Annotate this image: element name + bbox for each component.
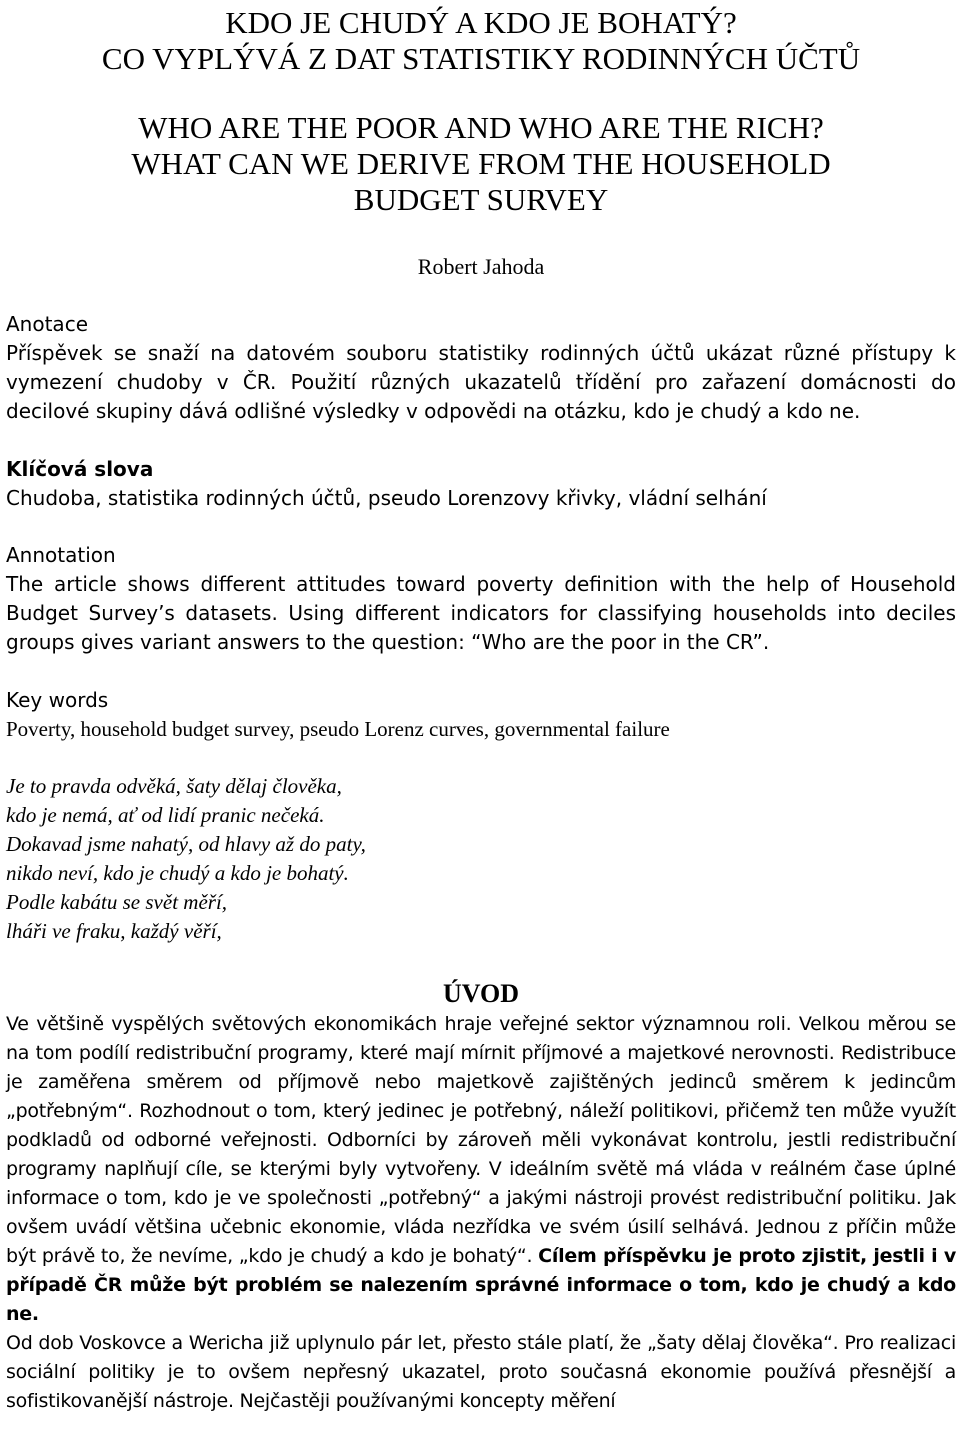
title-czech-line-2: CO VYPLÝVÁ Z DAT STATISTIKY RODINNÝCH ÚČTŮ bbox=[101, 41, 861, 76]
annotation-text: The article shows different attitudes toward poverty definition with the help of Household Budget Survey’s datasets. Using different indicators for classifying households into deciles groups gives variant answers to the question: “Who are the poor in the CR”. bbox=[6, 572, 956, 654]
uvod-paragraph-1-text: Ve většině vyspělých světových ekonomikách hraje veřejné sektor významnou roli. Velkou měrou se na tom podílí redistribuční programy, které mají mírnit příjmové a majetkové nerovnosti. Redistribuce je zaměřena směrem od příjmově nebo majetkově zajištěných jedinců směrem k jedincům „potřebným“. Rozhodnout o tom, který jedinec je potřebný, náleží politikovi, přičemž ten může využít podkladů od odborné veřejnosti. Odborníci by zároveň měli vykonávat kontrolu, jestli redistribuční programy naplňují cíle, se kterými byly vytvořeny. V ideálním světě má vláda v reálném čase úplné informace o tom, kdo je ve společnosti „potřebný“ a jakými nástroji provést redistribuční politiku. Jak ovšem uvádí většina učebnic ekonomie, vláda nezřídka ve svém úsilí selhává. Jednou z příčin může být právě to, že nevíme, „kdo je chudý a kdo je bohatý“. bbox=[6, 1013, 956, 1267]
author-name: Robert Jahoda bbox=[417, 254, 545, 279]
key-words-text: Poverty, household budget survey, pseudo Lorenz curves, governmental failure bbox=[6, 717, 670, 741]
klicova-slova-section bbox=[6, 455, 956, 513]
annotation-heading: Annotation bbox=[6, 543, 116, 567]
uvod-paragraph-1-goal: Cílem příspěvku je proto zjistit, jestli i v případě ČR může být problém se nalezením správné informace o tom, kdo je chudý a kdo ne. bbox=[6, 1245, 956, 1325]
title-english-line-3: BUDGET SURVEY bbox=[353, 182, 609, 217]
title-czech-line-1: KDO JE CHUDÝ A KDO JE BOHATÝ? bbox=[225, 5, 737, 40]
title-english bbox=[6, 110, 956, 218]
title-czech bbox=[6, 5, 956, 77]
poem-epigraph bbox=[6, 772, 956, 946]
anotace-text: Příspěvek se snaží na datovém souboru statistiky rodinných účtů ukázat různé přístupy k vymezení chudoby v ČR. Použití různých ukazatelů třídění pro zařazení domácnosti do decilové skupiny dává odlišné výsledky v odpovědi na otázku, kdo je chudý a kdo ne. bbox=[6, 341, 956, 423]
anotace-section bbox=[6, 310, 956, 426]
anotace-heading: Anotace bbox=[6, 312, 88, 336]
title-english-line-1: WHO ARE THE POOR AND WHO ARE THE RICH? bbox=[138, 110, 824, 145]
klicova-slova-text: Chudoba, statistika rodinných účtů, pseudo Lorenzovy křivky, vládní selhání bbox=[6, 486, 767, 510]
uvod-body bbox=[6, 1010, 956, 1416]
poem-line: Dokavad jsme nahatý, od hlavy až do paty, bbox=[6, 832, 366, 856]
poem-line: Podle kabátu se svět měří, bbox=[6, 890, 228, 914]
key-words-heading: Key words bbox=[6, 688, 109, 712]
poem-line: nikdo neví, kdo je chudý a kdo je bohatý. bbox=[6, 861, 349, 885]
uvod-paragraph-1 bbox=[6, 1010, 956, 1329]
poem-line: lháři ve fraku, každý věří, bbox=[6, 919, 222, 943]
uvod-heading: ÚVOD bbox=[442, 979, 520, 1008]
poem-line: kdo je nemá, ať od lidí pranic nečeká. bbox=[6, 803, 325, 827]
poem-line: Je to pravda odvěká, šaty dělaj člověka, bbox=[6, 774, 342, 798]
klicova-slova-heading: Klíčová slova bbox=[6, 457, 154, 481]
annotation-section bbox=[6, 541, 956, 657]
key-words-section bbox=[6, 686, 956, 744]
uvod-paragraph-2: Od dob Voskovce a Wericha již uplynulo pár let, přesto stále platí, že „šaty dělaj člověka“. Pro realizaci sociální politiky je to ovšem nepřesný ukazatel, proto současná ekonomie používá přesnější a sofistikovanější nástroje. Nejčastěji používanými koncepty měření bbox=[6, 1332, 956, 1412]
title-english-line-2: WHAT CAN WE DERIVE FROM THE HOUSEHOLD bbox=[131, 146, 831, 181]
